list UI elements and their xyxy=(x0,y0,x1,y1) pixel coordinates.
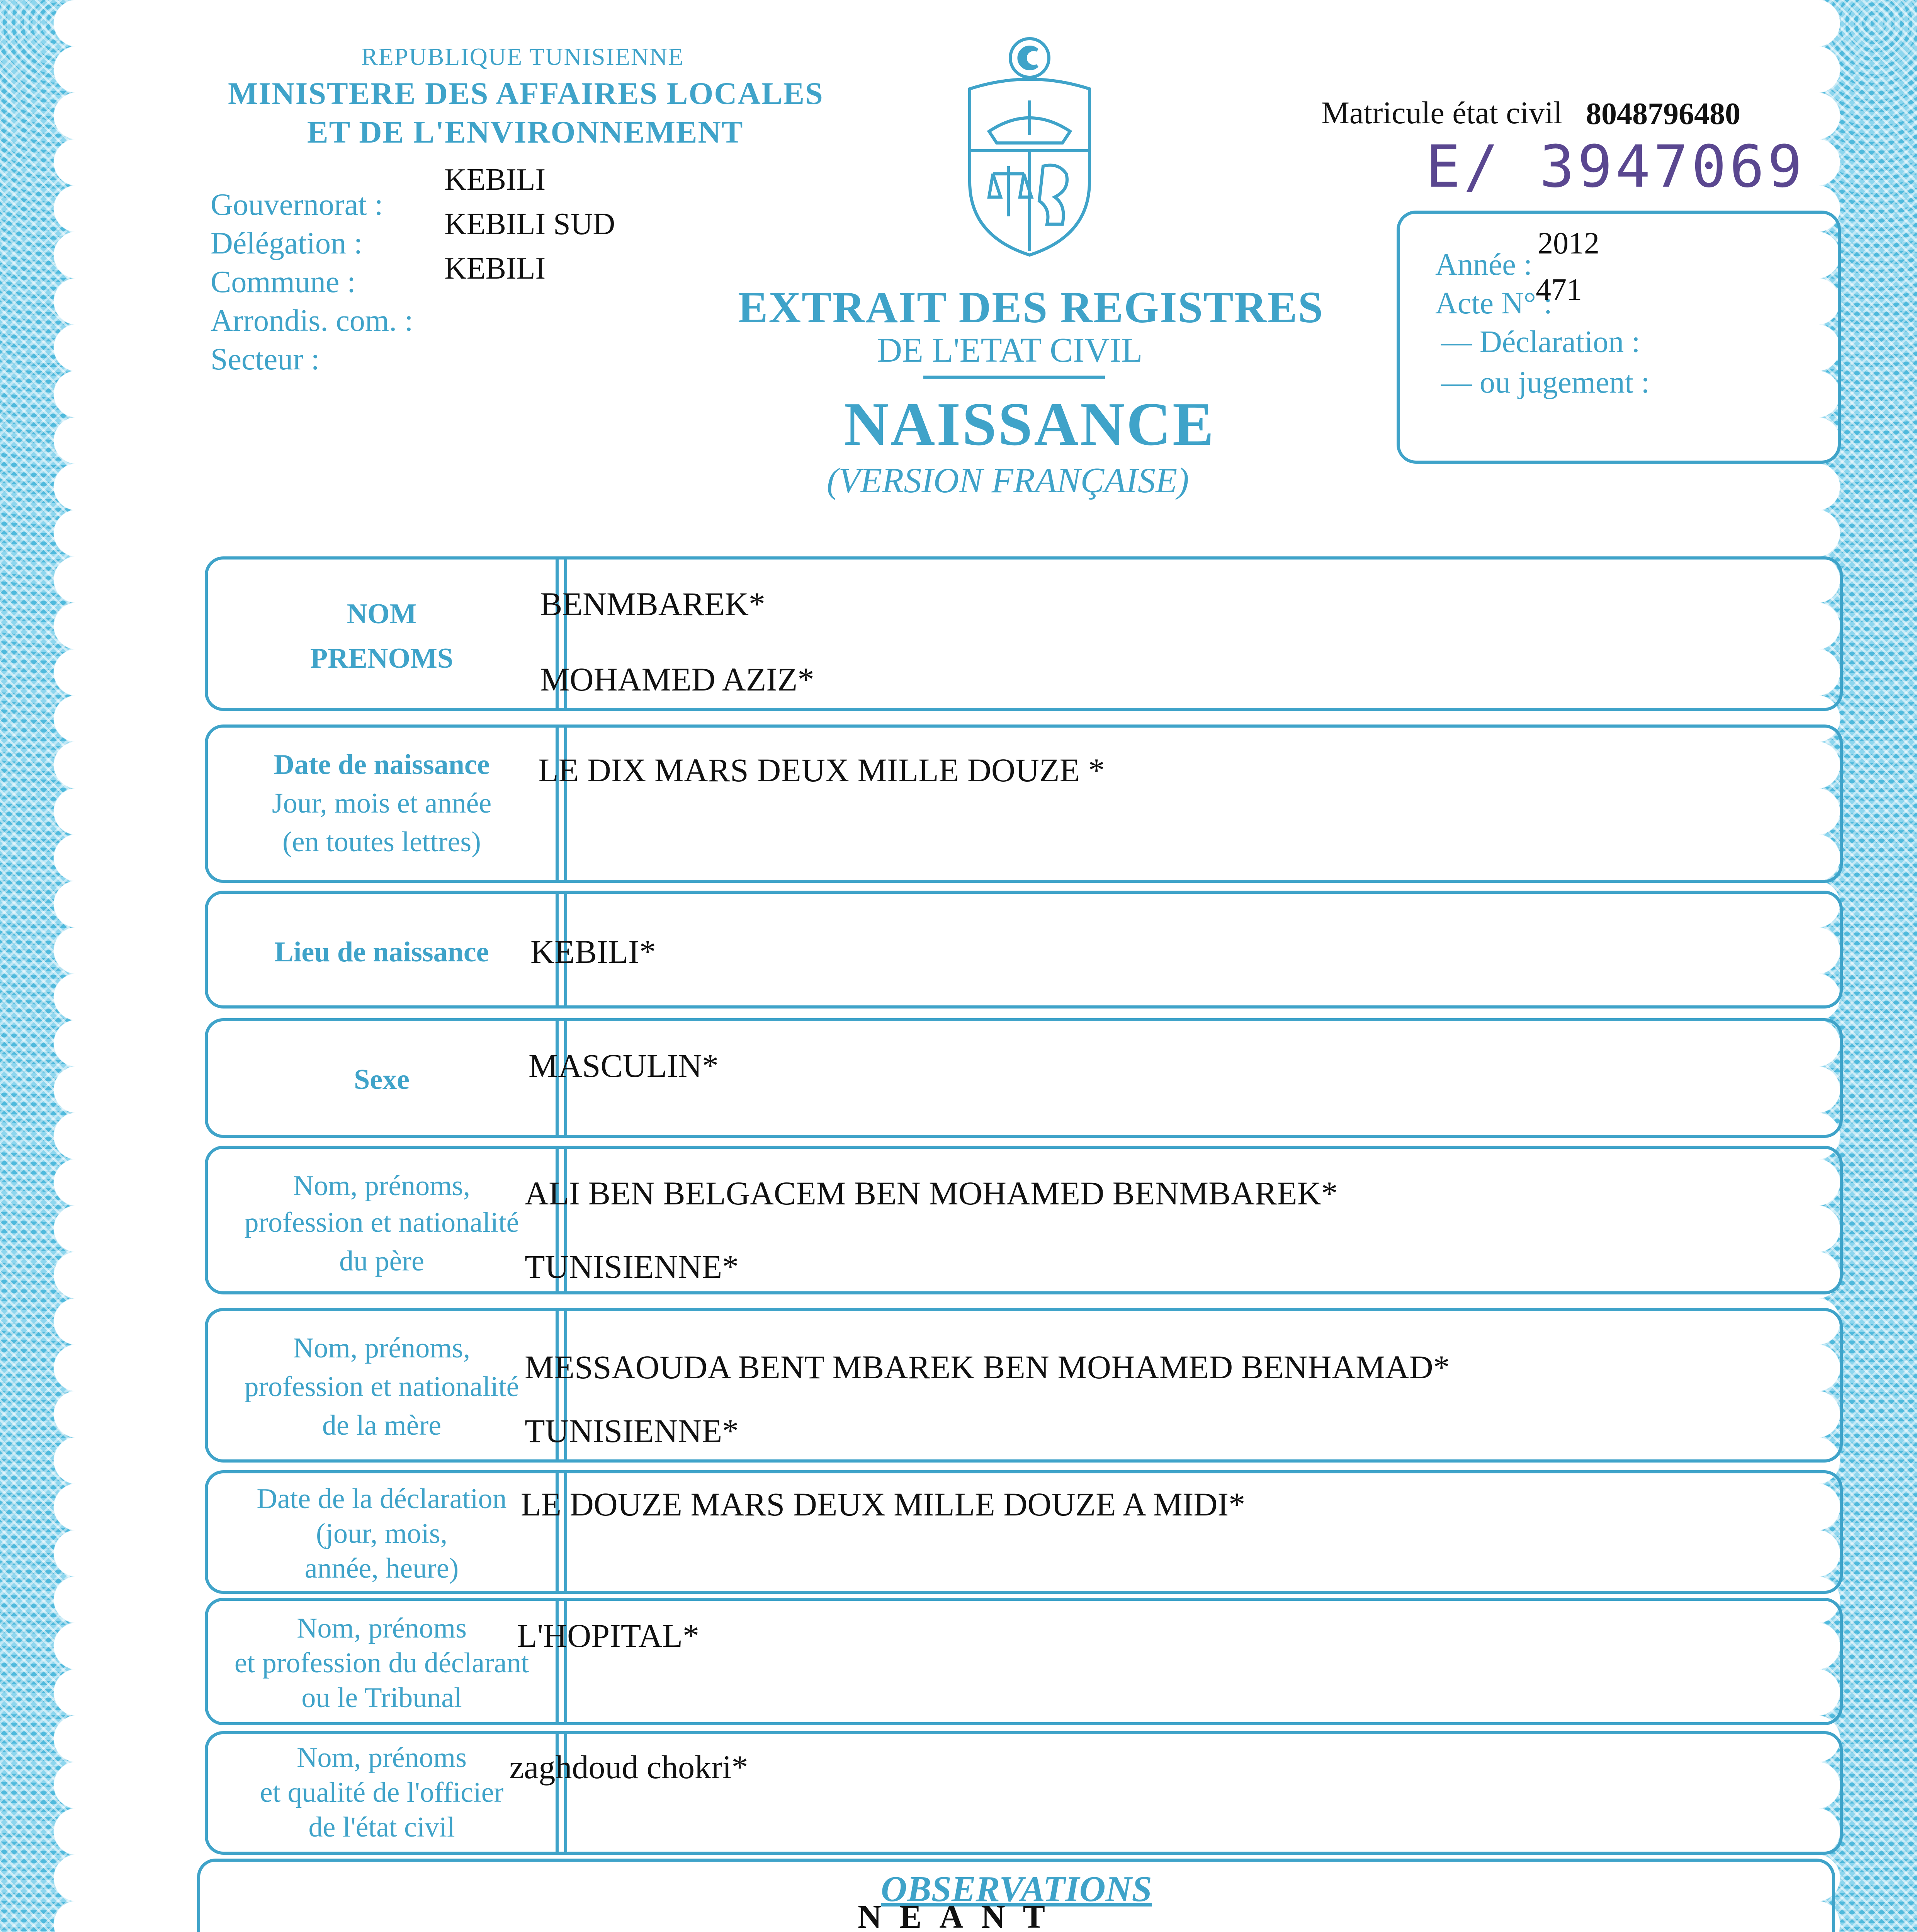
mere-label-line3: de la mère xyxy=(322,1410,442,1441)
arrondissement-label: Arrondis. com. : xyxy=(211,304,413,338)
declarant-label-line3: ou le Tribunal xyxy=(301,1682,462,1714)
pere-label: Nom, prénoms, xyxy=(293,1170,471,1202)
declarant-value: L'HOPITAL* xyxy=(517,1617,699,1654)
mere-nationality-value: TUNISIENNE* xyxy=(525,1412,739,1449)
delegation-label: Délégation : xyxy=(211,226,363,260)
title-underline xyxy=(923,376,1105,379)
date-naissance-sublabel2: (en toutes lettres) xyxy=(282,826,481,858)
republic-heading: REPUBLIQUE TUNISIENNE xyxy=(361,43,684,70)
officier-label-line2: et qualité de l'officier xyxy=(260,1777,504,1808)
ministry-heading-line1: MINISTERE DES AFFAIRES LOCALES xyxy=(228,76,824,111)
sexe-label: Sexe xyxy=(354,1064,410,1095)
commune-value: KEBILI xyxy=(444,252,546,286)
mere-label: Nom, prénoms, xyxy=(293,1332,471,1364)
acte-number-label: Acte N° : xyxy=(1435,286,1553,320)
matricule-value: 8048796480 xyxy=(1586,97,1740,131)
observations-value: NEANT xyxy=(858,1898,1063,1932)
mere-name-value: MESSAOUDA BENT MBAREK BEN MOHAMED BENHAMAD* xyxy=(525,1349,1450,1386)
officier-label: Nom, prénoms xyxy=(297,1742,467,1774)
pere-label-line2: profession et nationalité xyxy=(244,1207,519,1238)
gouvernorat-value: KEBILI xyxy=(444,163,546,197)
pere-name-value: ALI BEN BELGACEM BEN MOHAMED BENMBAREK* xyxy=(525,1175,1338,1212)
row-officier xyxy=(205,1731,1843,1855)
coat-of-arms-icon xyxy=(954,35,1105,263)
row-pere xyxy=(205,1146,1843,1294)
officier-value: zaghdoud chokri* xyxy=(509,1748,748,1786)
prenoms-value: MOHAMED AZIZ* xyxy=(540,661,814,698)
row-date-naissance xyxy=(205,724,1843,883)
pere-nationality-value: TUNISIENNE* xyxy=(525,1248,739,1285)
document-type-heading: NAISSANCE xyxy=(844,389,1215,458)
lieu-naissance-value: KEBILI* xyxy=(530,933,656,970)
date-naissance-sublabel: Jour, mois et année xyxy=(272,787,492,819)
observations-title: OBSERVATIONS xyxy=(881,1869,1152,1909)
stamped-serial-number: E/ 3947069 xyxy=(1426,133,1806,201)
declaration-date-label-line2: (jour, mois, xyxy=(316,1518,448,1549)
declaration-label: — Déclaration : xyxy=(1441,325,1640,359)
row-nom-prenoms xyxy=(205,556,1843,711)
declarant-label-line2: et profession du déclarant xyxy=(234,1647,529,1679)
declaration-date-label-line3: année, heure) xyxy=(304,1553,459,1584)
pere-label-line3: du père xyxy=(339,1245,424,1277)
annee-value: 2012 xyxy=(1538,226,1599,260)
delegation-value: KEBILI SUD xyxy=(444,207,615,241)
decorative-border-left xyxy=(0,0,77,1932)
declaration-date-label: Date de la déclaration xyxy=(257,1483,507,1515)
row-declarant xyxy=(205,1598,1843,1725)
date-naissance-label: Date de naissance xyxy=(274,749,490,781)
date-naissance-value: LE DIX MARS DEUX MILLE DOUZE * xyxy=(538,752,1105,789)
secteur-label: Secteur : xyxy=(211,342,320,376)
version-note: (VERSION FRANÇAISE) xyxy=(827,461,1189,500)
nom-label: NOM xyxy=(347,598,417,630)
annee-label: Année : xyxy=(1435,248,1533,282)
mere-label-line2: profession et nationalité xyxy=(244,1371,519,1403)
row-declaration xyxy=(205,1470,1843,1594)
commune-label: Commune : xyxy=(211,265,356,299)
ministry-heading-line2: ET DE L'ENVIRONNEMENT xyxy=(307,114,744,150)
document-subtitle: DE L'ETAT CIVIL xyxy=(877,331,1143,369)
document-title: EXTRAIT DES REGISTRES xyxy=(738,283,1324,332)
row-lieu-naissance xyxy=(205,891,1843,1009)
prenoms-label: PRENOMS xyxy=(310,643,453,674)
row-sexe xyxy=(205,1018,1843,1138)
nom-value: BENMBAREK* xyxy=(540,585,765,622)
acte-number-value: 471 xyxy=(1536,273,1582,307)
matricule-label: Matricule état civil xyxy=(1321,95,1562,130)
sexe-value: MASCULIN* xyxy=(529,1047,719,1084)
officier-label-line3: de l'état civil xyxy=(308,1811,455,1843)
gouvernorat-label: Gouvernorat : xyxy=(211,188,383,222)
declaration-date-value: LE DOUZE MARS DEUX MILLE DOUZE A MIDI* xyxy=(521,1486,1246,1523)
lieu-naissance-label: Lieu de naissance xyxy=(274,936,489,968)
jugement-label: — ou jugement : xyxy=(1441,366,1650,400)
row-mere xyxy=(205,1308,1843,1463)
row-divider xyxy=(556,724,567,883)
declarant-label: Nom, prénoms xyxy=(297,1612,467,1644)
